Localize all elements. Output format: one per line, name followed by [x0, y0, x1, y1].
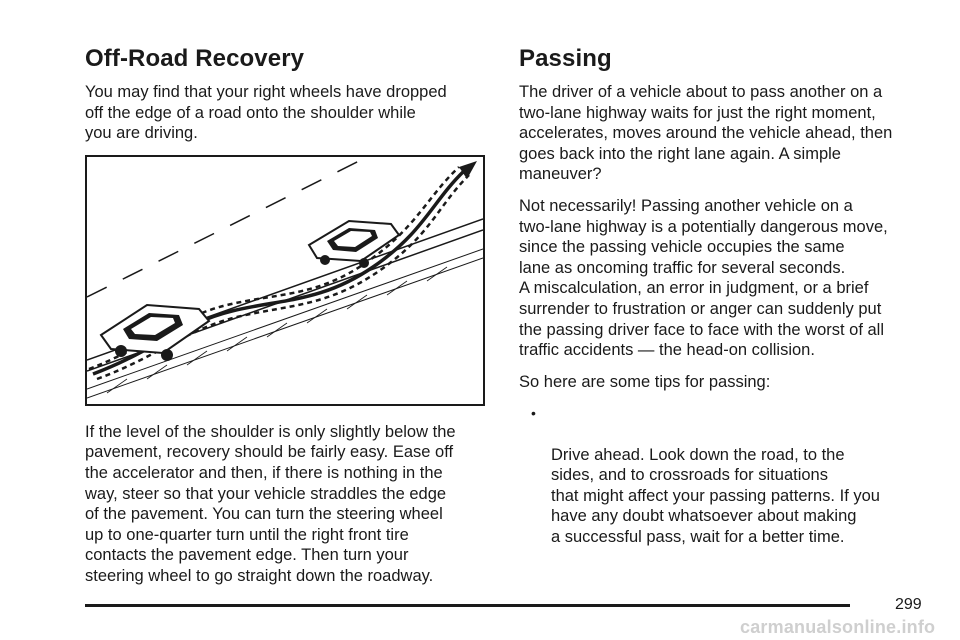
bullet-icon: • — [531, 405, 536, 422]
off-road-recovery-illustration — [85, 155, 485, 406]
road-diagram — [87, 157, 483, 404]
passing-paragraph-2: Not necessarily! Passing another vehicle on a two-lane highway is a potentially dangerous move, since the passing vehicle occupies the same lane as oncoming traffic for several seconds. A miscalculation, an error in judgment, or a brief surrender to frustration or anger can suddenly put the passing driver face to face with the worst of all traffic accidents — the head-on collision. — [519, 196, 888, 360]
car-front — [309, 221, 399, 268]
list-item — [531, 403, 929, 547]
recovery-paragraph: If the level of the shoulder is only slightly below the pavement, recovery should be fairly easy. Ease off the accelerator and then, if there is nothing in the way, steer so that your vehicle straddles the edge of the pavement. You can turn the steering wheel up to one-quarter turn until the right front tire contacts the pavement edge. Then turn your steering wheel to go straight down the roadway. — [85, 422, 456, 585]
list-item-text: Drive ahead. Look down the road, to the sides, and to crossroads for situations that might affect your passing patterns. If you have any doubt whatsoever about making a successful pass, wait for a better time. — [551, 445, 880, 546]
passing-tips-list — [519, 403, 929, 547]
passing-paragraph-1: The driver of a vehicle about to pass another on a two-lane highway waits for just the right moment, accelerates, moves around the vehicle ahead, then goes back into the right lane again. A simple maneuver? — [519, 83, 893, 184]
footer-rule — [85, 604, 850, 607]
section-title-passing: Passing — [519, 45, 612, 72]
passing-paragraph-3: So here are some tips for passing: — [519, 372, 771, 391]
intro-paragraph: You may find that your right wheels have dropped off the edge of a road onto the shoulder while you are driving. — [85, 83, 447, 143]
watermark: carmanualsonline.info — [740, 617, 936, 637]
car-rear — [101, 305, 209, 361]
page-number: 299 — [895, 596, 922, 613]
section-title-off-road-recovery: Off-Road Recovery — [85, 45, 305, 72]
right-column — [519, 44, 929, 547]
left-column — [85, 44, 495, 598]
